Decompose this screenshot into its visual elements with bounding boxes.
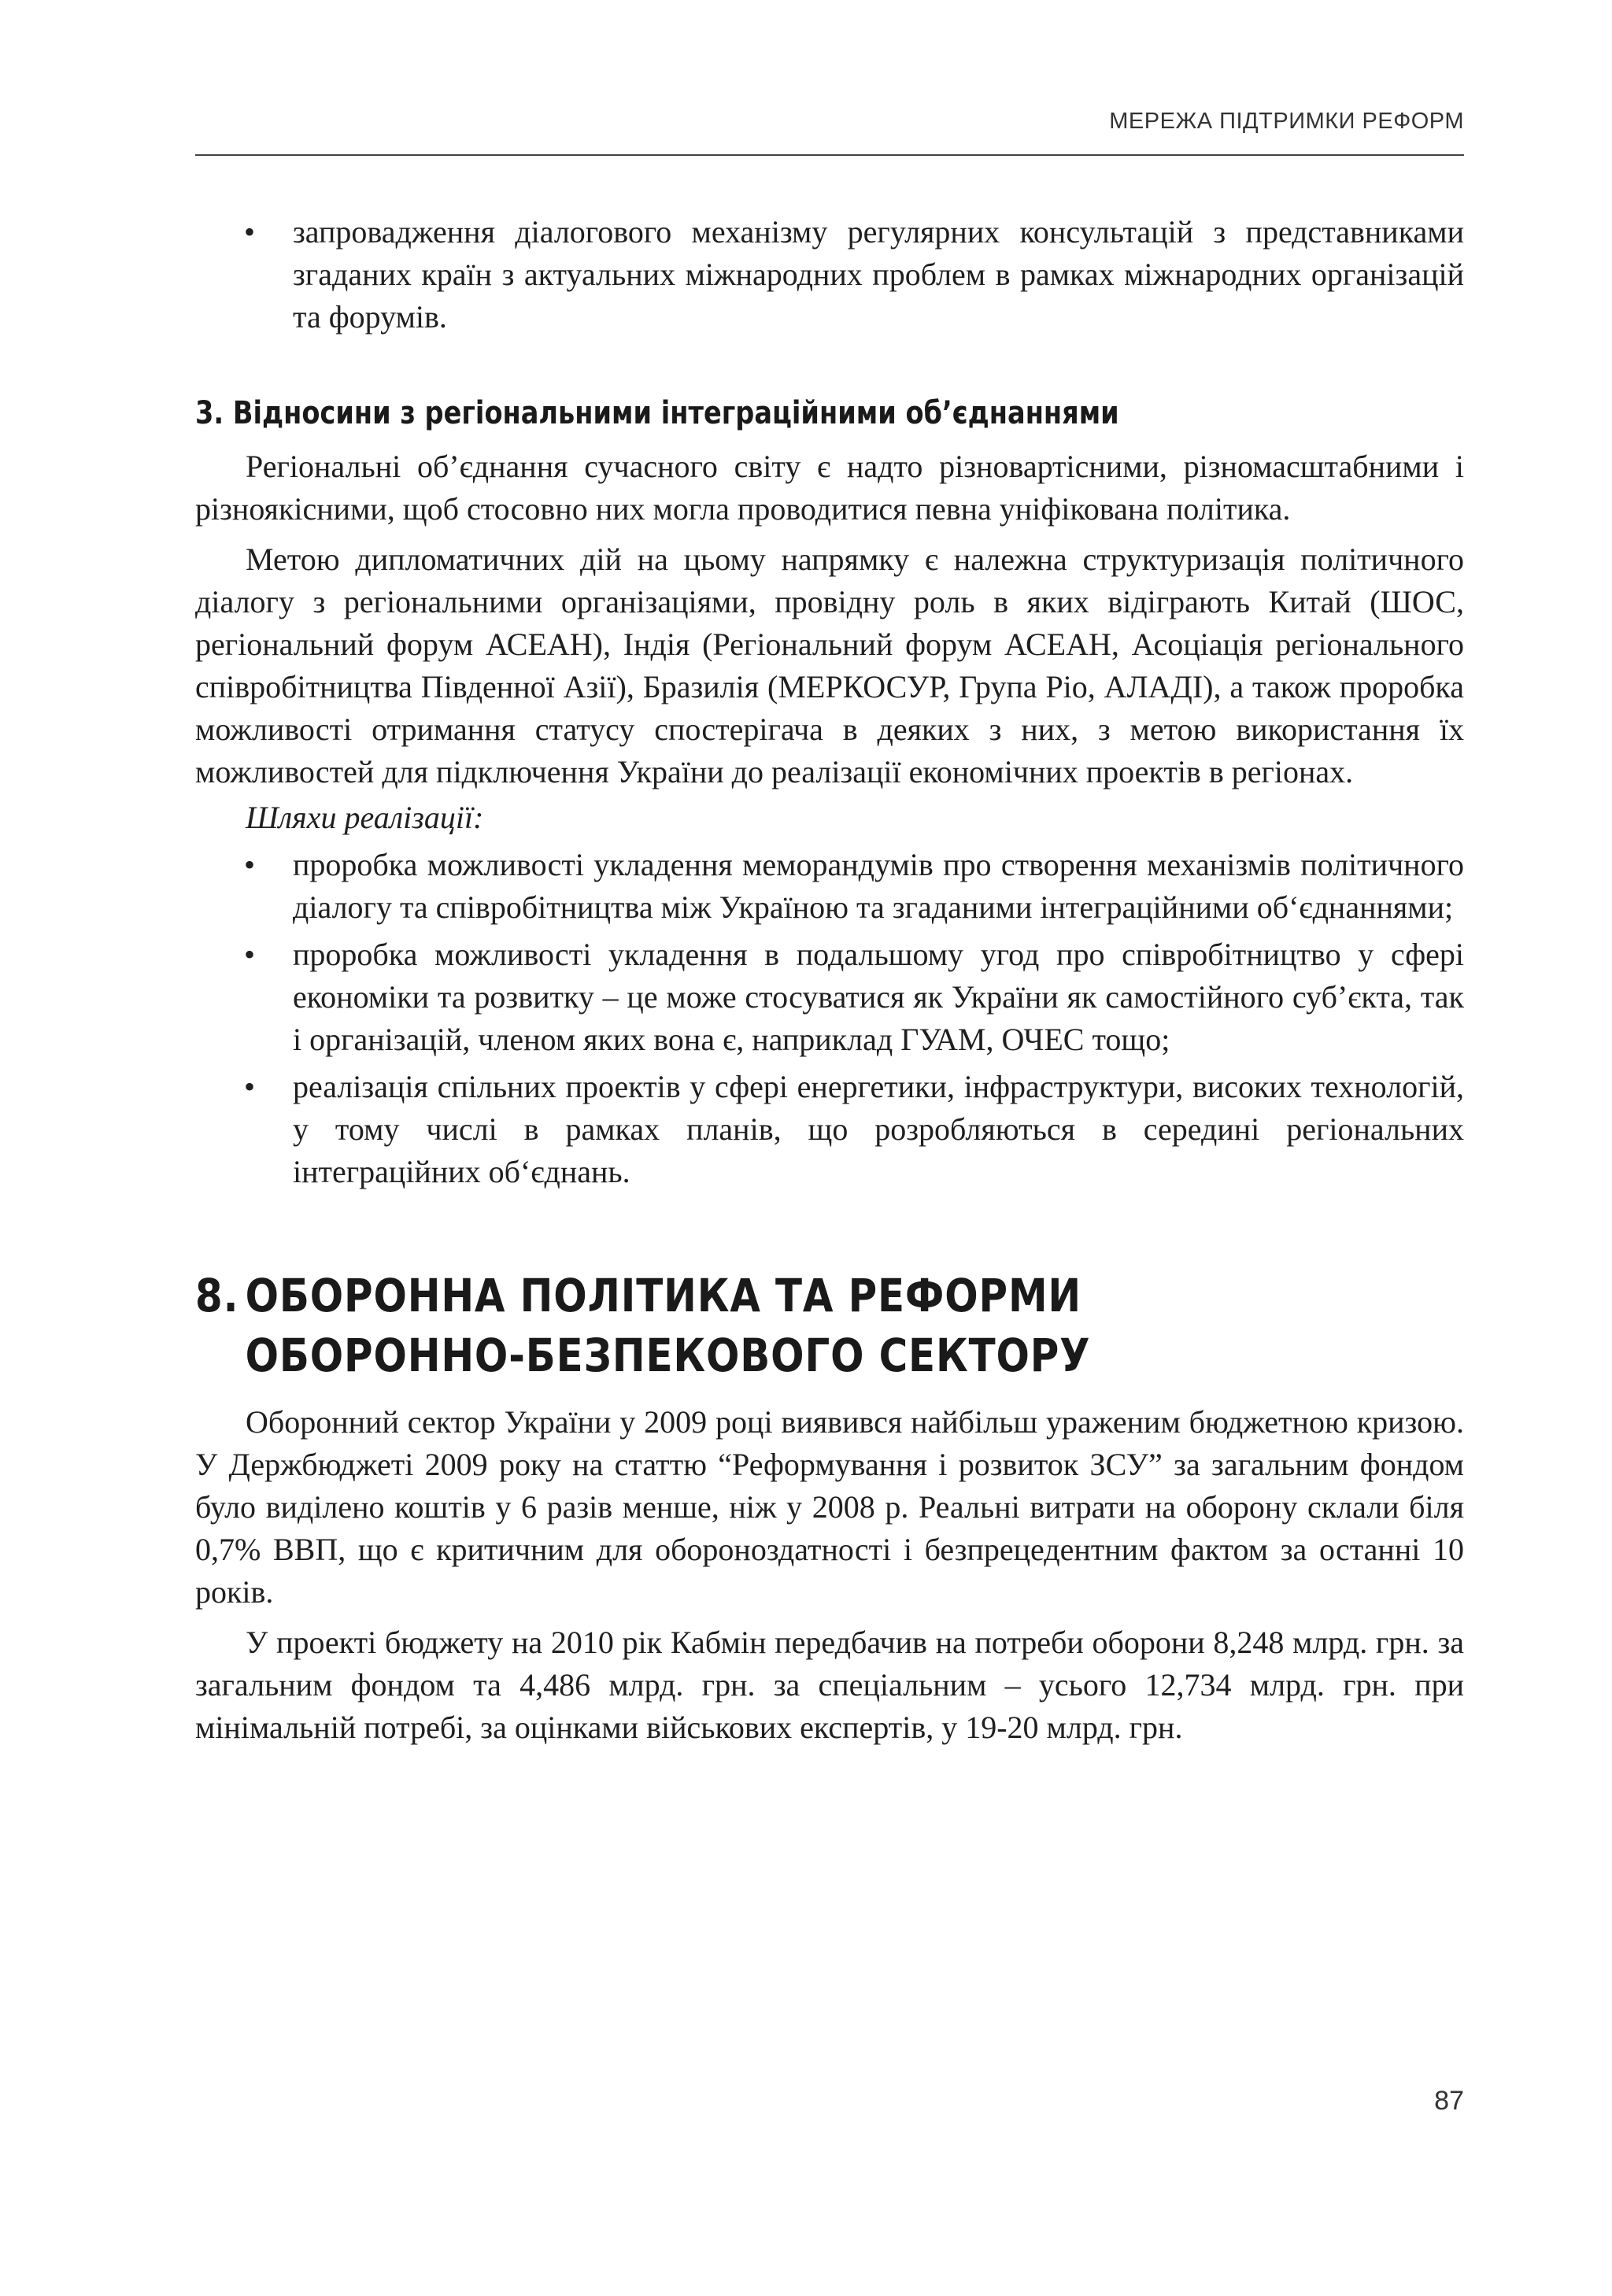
list-item-text: проробка можливості укладення меморандумів про створення механізмів політичного діалогу та співробітництва між Україною та згаданими інтеграційними об‘єднаннями; bbox=[293, 847, 1464, 925]
ways-bullet-list bbox=[195, 844, 1464, 1193]
ways-label: Шляхи реалізації: bbox=[246, 800, 484, 835]
paragraph: Метою дипломатичних дій на цьому напрямку є належна структуризація політичного діалогу з регіональними організаціями, провідну роль в яких відіграють Китай (ШОС, регіональний форум АСЕАН), Індія (Регіональний форум АСЕАН, Асоціація регіонального співробітництва Південної Азії), Бразилія (МЕРКОСУР, Група Ріо, АЛАДІ), а також проробка можливості отримання статусу спостерігача в деяких з них, з метою використання їх можливостей для підключення України до реалізації економічних проектів в регіонах. bbox=[195, 542, 1464, 789]
page-number: 87 bbox=[1434, 2086, 1464, 2116]
chapter-title-line1: ОБОРОННА ПОЛІТИКА ТА РЕФОРМИ bbox=[245, 1269, 1082, 1322]
page-body bbox=[195, 211, 1464, 1749]
list-item bbox=[195, 934, 1464, 1061]
chapter-title-line2: ОБОРОННО-БЕЗПЕКОВОГО СЕКТОРУ bbox=[245, 1329, 1091, 1382]
list-item-text: запровадження діалогового механізму регулярних консультацій з представниками згаданих країн з актуальних міжнародних проблем в рамках міжнародних організацій та форумів. bbox=[293, 214, 1464, 335]
chapter-number: 8. bbox=[195, 1269, 239, 1322]
paragraph: Оборонний сектор України у 2009 році виявився найбільш ураженим бюджетною кризою. У Держбюджеті 2009 року на статтю “Реформування і розвиток ЗСУ” за загальним фондом було виділено коштів у 6 разів менше, ніж у 2008 р. Реальні витрати на оборону склали біля 0,7% ВВП, що є критичним для обороноздатності і безпрецедентним фактом за останні 10 років. bbox=[195, 1404, 1464, 1610]
chapter-title bbox=[195, 1266, 1286, 1385]
list-item bbox=[195, 1066, 1464, 1193]
running-header: МЕРЕЖА ПІДТРИМКИ РЕФОРМ bbox=[1109, 109, 1464, 134]
bullet-icon: • bbox=[244, 937, 256, 972]
header-rule bbox=[195, 154, 1464, 156]
paragraph: У проекті бюджету на 2010 рік Кабмін передбачив на потреби оборони 8,248 млрд. грн. за загальним фондом та 4,486 млрд. грн. за спеціальним – усього 12,734 млрд. грн. при мінімальній потребі, за оцінками військових експертів, у 19-20 млрд. грн. bbox=[195, 1625, 1464, 1745]
list-item bbox=[195, 844, 1464, 929]
bullet-icon: • bbox=[244, 1069, 256, 1104]
bullet-icon: • bbox=[244, 214, 256, 250]
bullet-icon: • bbox=[244, 847, 256, 882]
intro-bullet-list bbox=[195, 211, 1464, 338]
list-item-text: проробка можливості укладення в подальшому угод про співробітництво у сфері економіки та розвитку – це може стосуватися як України як самостійного суб’єкта, так і організацій, членом яких вона є, наприклад ГУАМ, ОЧЕС тощо; bbox=[293, 937, 1464, 1057]
list-item bbox=[195, 211, 1464, 338]
section-title: 3. Відносини з регіональними інтеграційними об’єднаннями bbox=[195, 395, 1119, 431]
list-item-text: реалізація спільних проектів у сфері енергетики, інфраструктури, високих технологій, у тому числі в рамках планів, що розробляються в середині регіональних інтеграційних об‘єднань. bbox=[293, 1069, 1464, 1189]
paragraph: Регіональні об’єднання сучасного світу є надто різновартісними, різномасштабними і різноякісними, щоб стосовно них могла проводитися певна уніфікована політика. bbox=[195, 449, 1464, 527]
